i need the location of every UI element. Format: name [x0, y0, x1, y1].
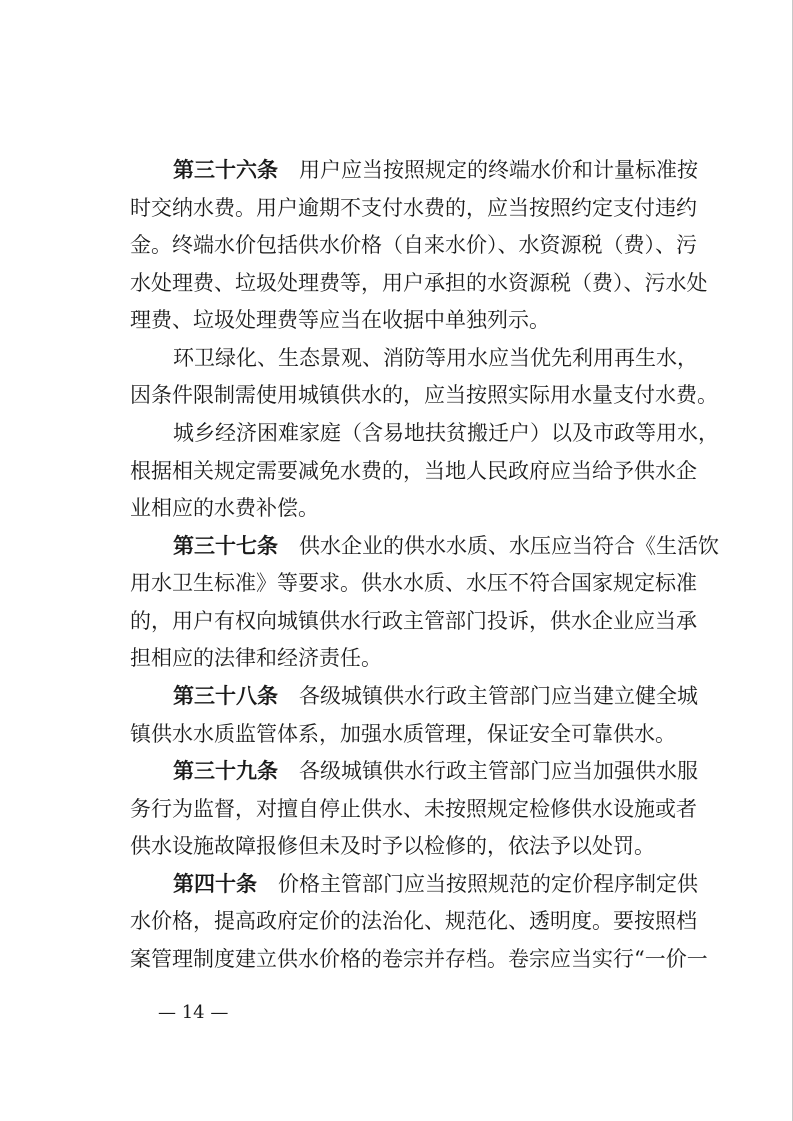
paragraph-green-water-line-1 — [173, 341, 698, 375]
article-36-line-3 — [130, 228, 697, 262]
article-36-line-2 — [130, 191, 697, 225]
article-38-heading: 第三十八条 — [173, 683, 278, 708]
line-text: 用户应当按照规定的终端水价和计量标准按 — [299, 158, 698, 182]
article-37-line-3 — [130, 604, 697, 638]
article-39-line-3 — [130, 829, 690, 863]
article-37-line-1 — [173, 529, 719, 563]
line-text: 金。终端水价包括供水价格（自来水价）、水资源税（费）、污 — [130, 233, 697, 257]
article-36-line-4 — [130, 266, 708, 300]
line-text: 环卫绿化、生态景观、消防等用水应当优先利用再生水， — [173, 346, 698, 370]
line-text: 各级城镇供水行政主管部门应当加强供水服 — [299, 759, 698, 783]
line-text: 根据相关规定需要减免水费的，当地人民政府应当给予供水企 — [130, 459, 697, 483]
article-39-line-2 — [130, 792, 697, 826]
article-39-line-1 — [173, 754, 698, 788]
article-36-line-1 — [173, 153, 698, 187]
line-text: 业相应的水费补偿。 — [130, 496, 319, 520]
article-37-heading: 第三十七条 — [173, 533, 278, 558]
line-text: 城乡经济困难家庭（含易地扶贫搬迁户）以及市政等用水， — [173, 421, 719, 445]
line-text: 价格主管部门应当按照规范的定价程序制定供 — [278, 872, 698, 896]
line-text: 水处理费、垃圾处理费等，用户承担的水资源税（费）、污水处 — [130, 271, 708, 295]
line-text: 供水企业的供水水质、水压应当符合《生活饮 — [299, 534, 719, 558]
paragraph-subsidy-line-3 — [130, 491, 690, 525]
line-text: 用水卫生标准》等要求。供水水质、水压不符合国家规定标准 — [130, 571, 697, 595]
line-text: 时交纳水费。用户逾期不支付水费的，应当按照约定支付违约 — [130, 196, 697, 220]
line-text: 担相应的法律和经济责任。 — [130, 646, 382, 670]
paragraph-subsidy-line-2 — [130, 454, 697, 488]
line-text: 水价格，提高政府定价的法治化、规范化、透明度。要按照档 — [130, 909, 697, 933]
line-text: 各级城镇供水行政主管部门应当建立健全城 — [299, 684, 698, 708]
line-text: 因条件限制需使用城镇供水的，应当按照实际用水量支付水费。 — [130, 383, 718, 407]
line-text: 案管理制度建立供水价格的卷宗并存档。卷宗应当实行“一价一 — [130, 947, 708, 971]
article-37-line-2 — [130, 566, 697, 600]
article-38-line-1 — [173, 679, 698, 713]
article-38-line-2 — [130, 717, 690, 751]
line-text: 务行为监督，对擅自停止供水、未按照规定检修供水设施或者 — [130, 797, 697, 821]
paragraph-subsidy-line-1 — [173, 416, 719, 450]
page-number: — 14 — — [158, 1002, 229, 1023]
article-40-line-2 — [130, 904, 697, 938]
article-36-heading: 第三十六条 — [173, 157, 278, 182]
line-text: 的，用户有权向城镇供水行政主管部门投诉，供水企业应当承 — [130, 609, 697, 633]
article-39-heading: 第三十九条 — [173, 758, 278, 783]
line-text: 理费、垃圾处理费等应当在收据中单独列示。 — [130, 308, 550, 332]
article-40-heading: 第四十条 — [173, 871, 257, 896]
article-40-line-1 — [173, 867, 698, 901]
article-37-line-4 — [130, 641, 690, 675]
line-text: 镇供水水质监管体系，加强水质管理，保证安全可靠供水。 — [130, 722, 676, 746]
line-text: 供水设施故障报修但未及时予以检修的，依法予以处罚。 — [130, 834, 655, 858]
article-40-line-3 — [130, 942, 708, 976]
paragraph-green-water-line-2 — [130, 378, 718, 412]
article-36-line-5 — [130, 303, 690, 337]
